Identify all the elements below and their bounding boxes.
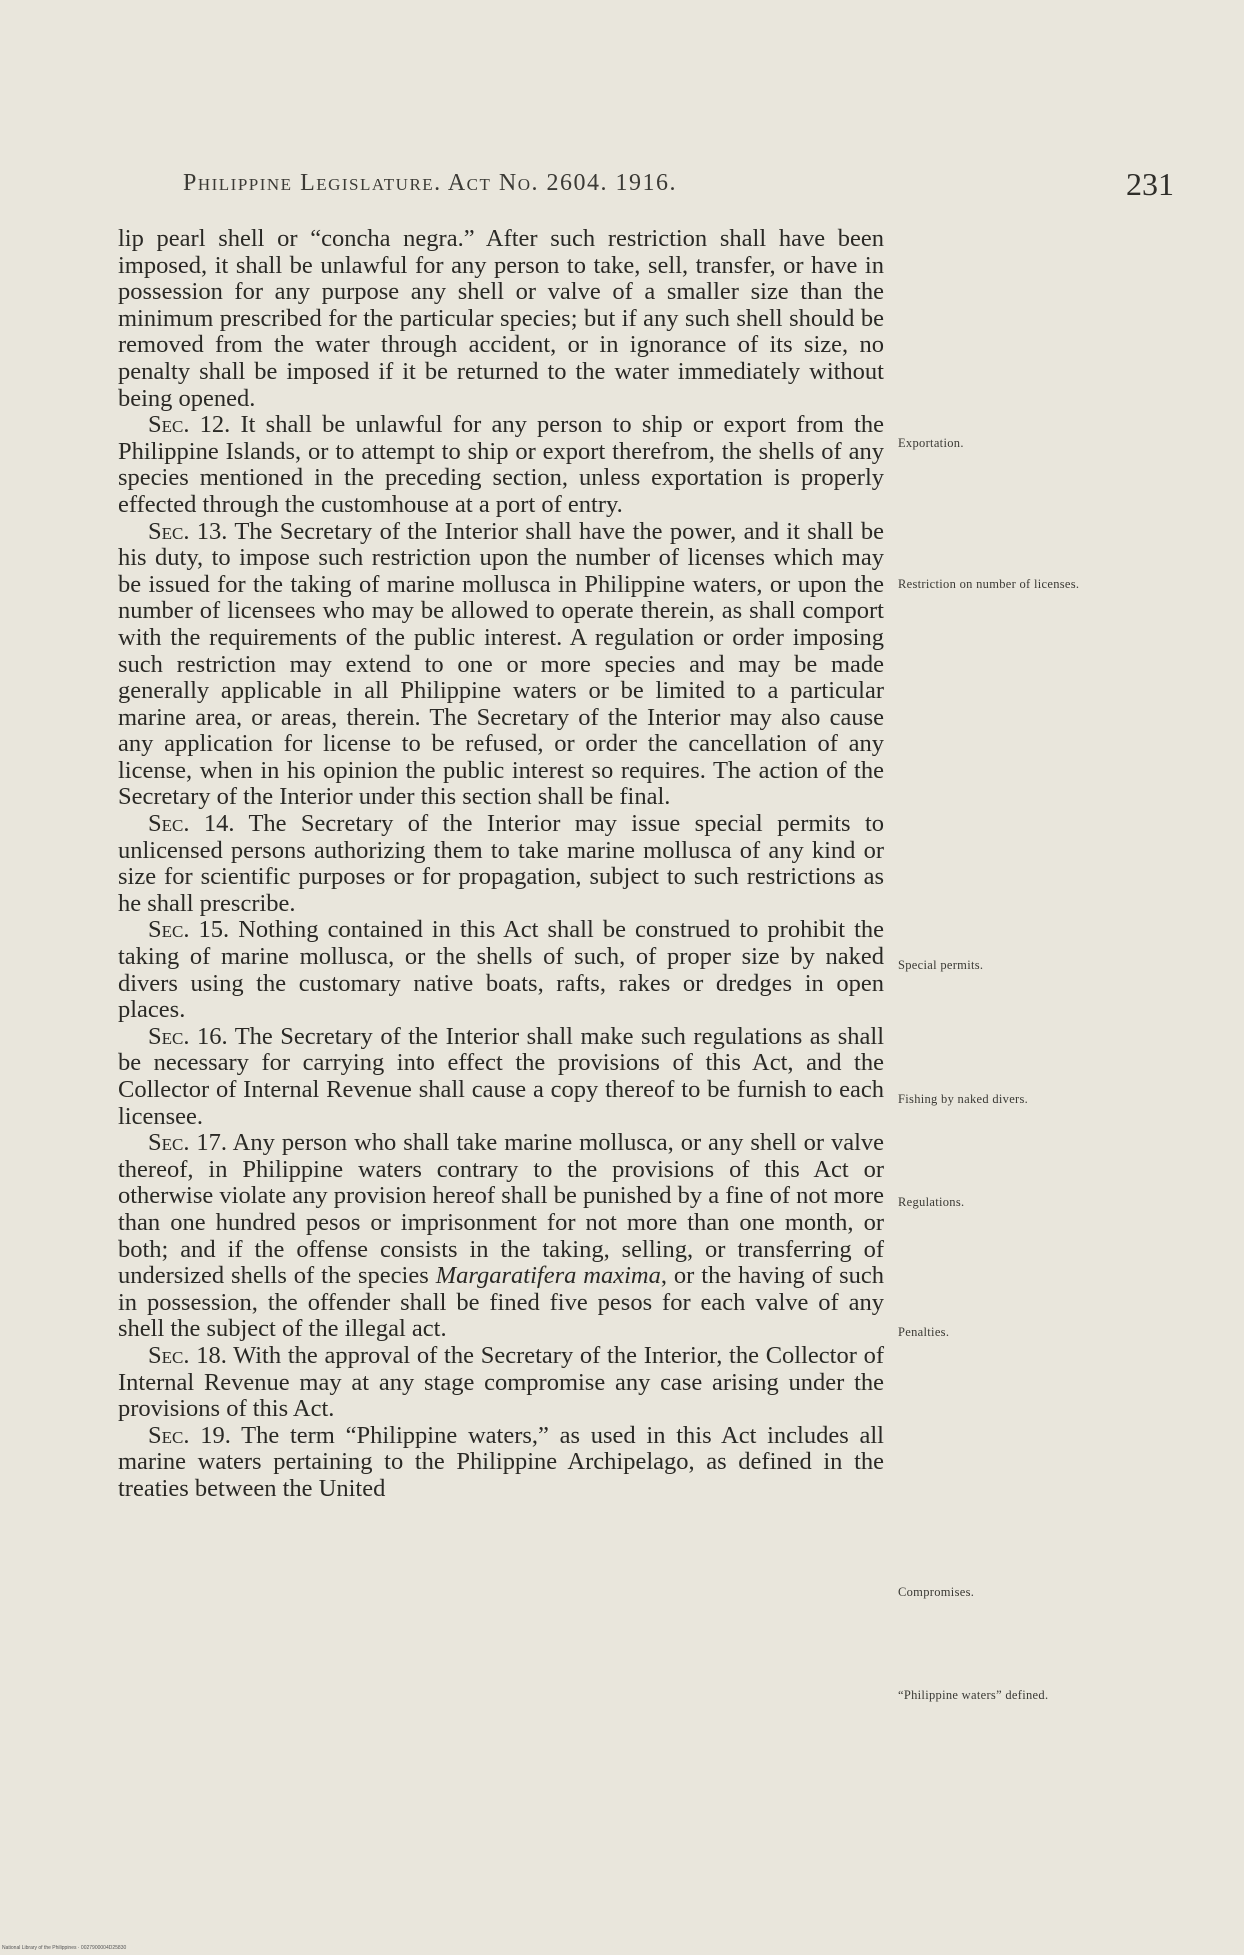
species-name: Margaratifera maxima	[435, 1262, 661, 1290]
section-label: Sec. 15.	[148, 916, 230, 944]
section-label: Sec. 17.	[148, 1129, 228, 1157]
section-text: The Secretary of the Interior shall make such regulations as shall be necessary for carrying into effect the provisions of this Act, and the Collector of Internal Revenue shall cause a copy thereof to be furnish to each licensee.	[118, 1022, 885, 1130]
margin-note-fishing: Fishing by naked divers.	[898, 1092, 1029, 1106]
section-14	[118, 811, 884, 917]
body-text	[118, 226, 884, 1503]
running-header: Philippine Legislature. Act No. 2604. 1916.	[183, 170, 678, 196]
section-text: Any person who shall take marine mollusca, or any shell or valve thereof, in Philippine waters contrary to the provisions of this Act or otherwise violate any provision hereof shall be punished by a fine of not more than one hundred pesos or imprisonment for not more than one month, or both; and if the offense consists in the taking, selling, or transferring of undersized shells of the species	[118, 1129, 885, 1290]
section-19	[118, 1423, 884, 1503]
section-label: Sec. 13.	[148, 517, 228, 545]
section-text: With the approval of the Secretary of the Interior, the Collector of Internal Revenue may at any stage compromise any case arising under the provisions of this Act.	[118, 1341, 884, 1423]
page-number: 231	[1126, 166, 1174, 202]
margin-note-restriction: Restriction on number of licenses.	[898, 577, 1080, 591]
section-12	[118, 412, 884, 518]
margin-note-penalties: Penalties.	[898, 1325, 950, 1339]
section-text: The Secretary of the Interior shall have the power, and it shall be his duty, to impose such restriction upon the number of licenses which may be issued for the taking of marine mollusca in Philippine waters, or upon the number of licensees who may be allowed to operate therein, as shall comport with the requirements of the public interest. A regulation or order imposing such restriction may extend to one or more species and may be made generally applicable in all Philippine waters or be limited to a particular marine area, or areas, therein. The Secretary of the Interior may also cause any application for license to be refused, or order the cancellation of any license, when in his opinion the public interest so requires. The action of the Secretary of the Interior under this section shall be final.	[118, 517, 884, 811]
margin-note-exportation: Exportation.	[898, 436, 964, 450]
section-label: Sec. 12.	[148, 411, 231, 439]
section-text: It shall be unlawful for any person to ship or export from the Philippine Islands, or to attempt to ship or export therefrom, the shells of any species mentioned in the preceding section, unless exportation is properly effected through the customhouse at a port of entry.	[118, 411, 884, 518]
section-label: Sec. 14.	[148, 810, 235, 838]
section-text: The term “Philippine waters,” as used in this Act includes all marine waters pertaining to the Philippine Archipelago, as defined in the treaties between the United	[118, 1421, 884, 1502]
section-text-continued: , or the having of such in possession, the offender shall be fined five pesos for each valve of any shell the subject of the illegal act.	[118, 1262, 884, 1343]
section-label: Sec. 16.	[148, 1022, 228, 1050]
section-text: The Secretary of the Interior may issue special permits to unlicensed persons authorizing them to take marine mollusca of any kind or size for scientific purposes or for propagation, subject to such restrictions as he shall prescribe.	[118, 810, 885, 917]
section-17	[118, 1130, 884, 1343]
section-15	[118, 917, 884, 1023]
margin-note-regulations: Regulations.	[898, 1195, 965, 1209]
continuation-paragraph: lip pearl shell or “concha negra.” After such restriction shall have been imposed, it shall be unlawful for any person to take, sell, transfer, or have in possession for any purpose any shell or valve of a smaller size than the minimum prescribed for the particular species; but if any such shell should be removed from the water through accident, or in ignorance of its size, no penalty shall be imposed if it be returned to the water immediately without being opened.	[118, 225, 884, 412]
section-text: Nothing contained in this Act shall be construed to prohibit the taking of marine mollusca, or the shells of such, of proper size by naked divers using the customary native boats, rafts, rakes or dredges in open places.	[118, 916, 884, 1024]
section-label: Sec. 18.	[148, 1341, 227, 1369]
margin-note-compromises: Compromises.	[898, 1585, 975, 1599]
section-16	[118, 1024, 884, 1130]
section-13	[118, 519, 884, 812]
margin-note-philippine-waters: “Philippine waters” defined.	[898, 1688, 1049, 1702]
section-label: Sec. 19.	[148, 1421, 231, 1449]
margin-note-special-permits: Special permits.	[898, 958, 984, 972]
section-18	[118, 1343, 884, 1423]
scan-footer: National Library of the Philippines · 0027900004D25830	[2, 1945, 127, 1951]
